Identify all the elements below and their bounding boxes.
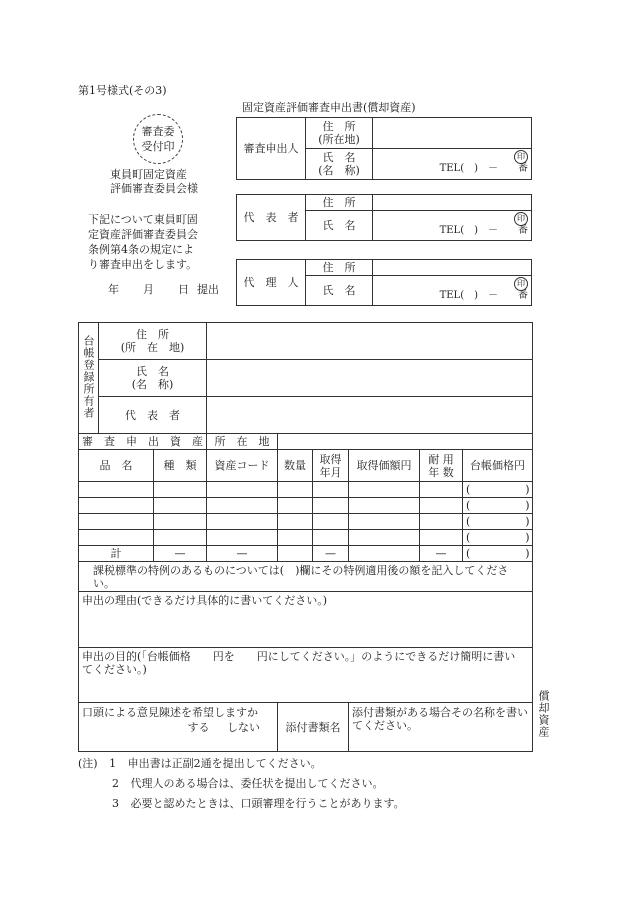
col-qty: 数量 xyxy=(278,450,313,482)
oral-hearing-label: 口頭による意見陳述を希望しますか xyxy=(82,706,258,719)
seal-icon: 印 xyxy=(514,150,528,164)
col-acq-ym: 取得 年月 xyxy=(313,450,349,482)
side-label: 償却資産 xyxy=(537,690,550,738)
owner-group-label: 台帳登録所有者 xyxy=(79,323,99,434)
seal-icon: 印 xyxy=(514,277,528,291)
col-ledger: 台帳価格円 xyxy=(463,450,533,482)
special-rule-note: 課税標準の特例のあるものについては( )欄にその特例適用後の額を記入してください。 xyxy=(79,562,533,592)
representative-label: 代 表 者 xyxy=(237,195,306,241)
owner-address-field[interactable] xyxy=(207,323,533,360)
page-title: 固定資産評価審査申出書(償却資産) xyxy=(242,101,416,114)
reason-label: 申出の理由(できるだけ具体的に書いてください。) xyxy=(82,594,328,607)
date-line: 年 月 日 提出 xyxy=(108,283,219,296)
notes: (注) 1 申出書は正副2通を提出してください。 2 代理人のある場合は、委任状を提出してください。 3 必要と認めたときは、口頭審理を行うことがあります。 xyxy=(78,757,405,810)
dash: — xyxy=(313,546,349,562)
representative-box xyxy=(236,194,532,241)
agent-address-field[interactable] xyxy=(373,260,532,276)
seal-icon: 印 xyxy=(514,212,528,226)
assets-location-field[interactable] xyxy=(278,434,533,450)
representative-tel: TEL( ) － 番 xyxy=(439,225,528,236)
total-label: 計 xyxy=(79,546,154,562)
main-form-table xyxy=(78,322,533,752)
dash: — xyxy=(207,546,278,562)
applicant-name-field[interactable] xyxy=(373,149,532,180)
reason-field[interactable] xyxy=(79,592,533,648)
note-item: 必要と認めたときは、口頭審理を行うことがあります。 xyxy=(130,797,405,810)
representative-name-label: 氏 名 xyxy=(306,211,373,241)
agent-label: 代 理 人 xyxy=(237,260,306,306)
ledger-paren[interactable]: ( ) xyxy=(463,482,533,498)
ledger-paren[interactable]: ( ) xyxy=(463,546,533,562)
agent-name-field[interactable] xyxy=(373,276,532,306)
form-number: 第1号様式(その3) xyxy=(78,84,167,97)
owner-rep-label: 代 表 者 xyxy=(99,397,207,434)
representative-name-field[interactable] xyxy=(373,211,532,241)
agent-name-label: 氏 名 xyxy=(306,276,373,306)
col-life: 耐 用 年 数 xyxy=(420,450,463,482)
applicant-address-field[interactable] xyxy=(373,118,532,149)
addressee-line1: 東員町固定資産 xyxy=(110,168,187,181)
addressee-line2: 評価審査委員会様 xyxy=(110,182,198,195)
owner-address-label: 住 所 (所 在 地) xyxy=(99,323,207,360)
col-acq-price: 取得価額円 xyxy=(349,450,420,482)
assets-section-label: 審 査 申 出 資 産 xyxy=(79,434,207,450)
applicant-box xyxy=(236,117,532,180)
reception-stamp: 審査委 受付印 xyxy=(133,114,183,164)
representative-address-field[interactable] xyxy=(373,195,532,211)
attach-field[interactable] xyxy=(349,703,533,752)
oral-yes-option[interactable]: する xyxy=(187,721,210,734)
owner-name-field[interactable] xyxy=(207,360,533,397)
table-row xyxy=(79,498,533,514)
col-kind: 種 類 xyxy=(154,450,207,482)
note-item: 代理人のある場合は、委任状を提出してください。 xyxy=(130,777,384,790)
agent-tel: TEL( ) － 番 xyxy=(439,290,528,301)
owner-rep-field[interactable] xyxy=(207,397,533,434)
oral-hearing-cell xyxy=(79,703,278,752)
applicant-name-label: 氏 名 (名 称) xyxy=(306,149,373,180)
ledger-paren[interactable]: ( ) xyxy=(463,498,533,514)
representative-address-label: 住 所 xyxy=(306,195,373,211)
table-row xyxy=(79,530,533,546)
col-code: 資産コード xyxy=(207,450,278,482)
ledger-paren[interactable]: ( ) xyxy=(463,514,533,530)
col-item: 品 名 xyxy=(79,450,154,482)
oral-no-option[interactable]: しない xyxy=(227,721,260,734)
purpose-field[interactable] xyxy=(79,648,533,703)
agent-box xyxy=(236,259,532,306)
ledger-paren[interactable]: ( ) xyxy=(463,530,533,546)
attach-label: 添付書類名 xyxy=(278,703,349,752)
applicant-label: 審査申出人 xyxy=(237,118,306,180)
dash: — xyxy=(154,546,207,562)
dash: — xyxy=(420,546,463,562)
assets-location-label: 所 在 地 xyxy=(207,434,278,450)
agent-address-label: 住 所 xyxy=(306,260,373,276)
notes-prefix: (注) xyxy=(78,757,98,770)
applicant-address-label: 住 所 (所在地) xyxy=(306,118,373,149)
table-row xyxy=(79,482,533,498)
applicant-tel: TEL( ) － 番 xyxy=(439,163,528,174)
owner-name-label: 氏 名 (名 称) xyxy=(99,360,207,397)
note-item: 申出書は正副2通を提出してください。 xyxy=(127,757,322,770)
attach-note: 添付書類がある場合その名称を書いてください。 xyxy=(352,706,528,732)
purpose-label: 申出の目的(「台帳価格 円を 円にしてください。」のようにできるだけ簡明に書いてください。) xyxy=(82,650,516,676)
total-row xyxy=(79,546,533,562)
table-row xyxy=(79,514,533,530)
intro-text: 下記について東員町固 定資産評価審査委員会 条例第4条の規定によ り審査申出をします。 xyxy=(88,213,198,271)
